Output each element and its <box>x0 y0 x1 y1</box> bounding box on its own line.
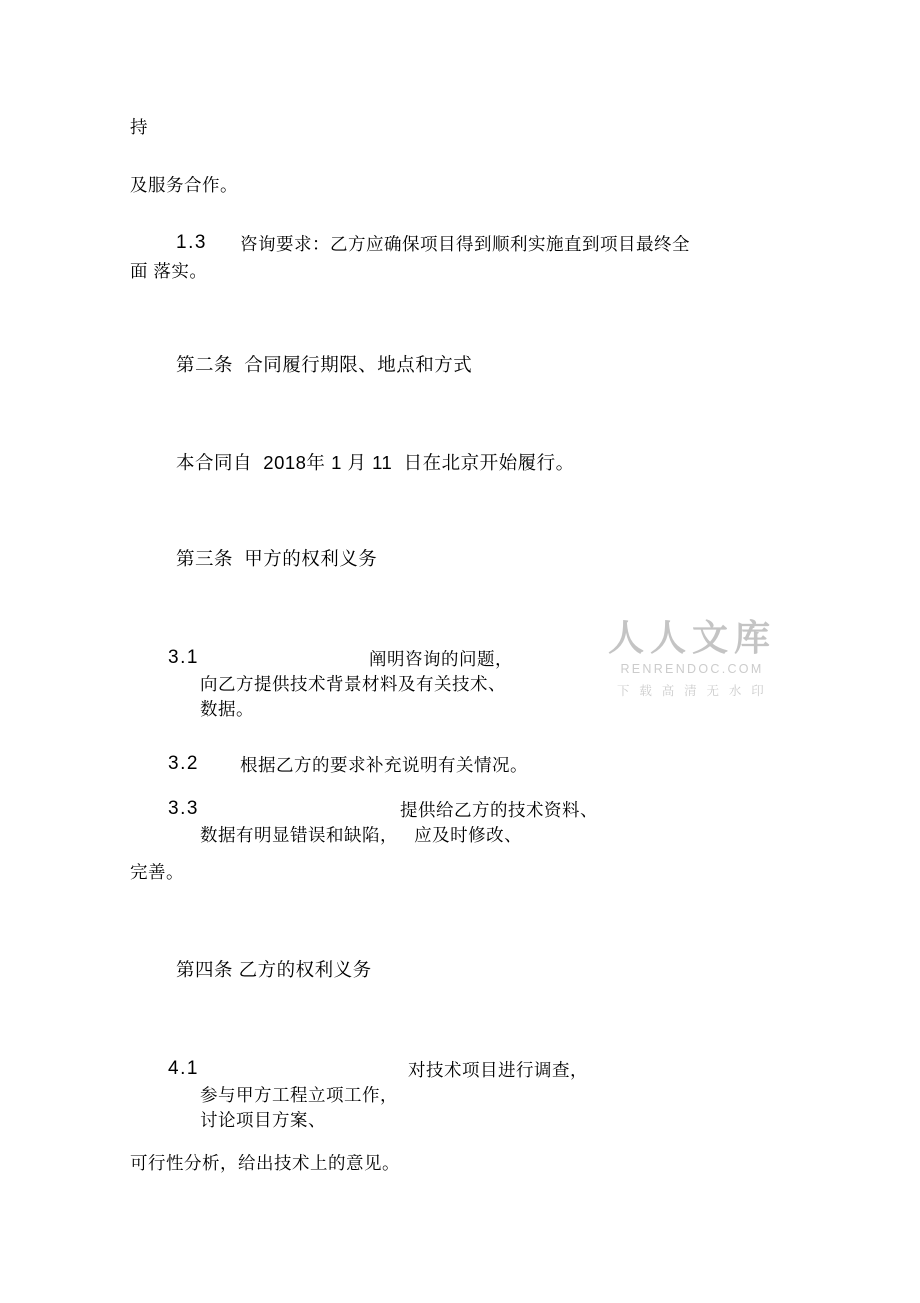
document-line: 提供给乙方的技术资料、 <box>400 800 598 820</box>
section-heading: 第三条 甲方的权利义务 <box>176 548 378 569</box>
watermark-title: 人人文库 <box>607 617 776 658</box>
section-heading: 第二条 合同履行期限、地点和方式 <box>176 354 473 375</box>
document-line: 完善。 <box>130 862 184 882</box>
watermark-tagline: 下 载 高 清 无 水 印 <box>617 683 767 698</box>
document-line: 数据。 <box>200 699 254 719</box>
clause-number: 3.2 <box>168 753 199 774</box>
clause-number: 3.3 <box>168 798 199 819</box>
document-line: 根据乙方的要求补充说明有关情况。 <box>240 755 528 775</box>
clause-number: 4.1 <box>168 1058 199 1079</box>
document-line: 参与甲方工程立项工作， <box>200 1085 398 1105</box>
document-line: 对技术项目进行调查， <box>408 1060 588 1080</box>
section-heading: 第四条 乙方的权利义务 <box>176 959 372 980</box>
clause-number: 3.1 <box>168 647 199 668</box>
document-line: 及服务合作。 <box>130 175 238 195</box>
document-line: 阐明咨询的问题， <box>369 649 513 669</box>
document-line: 向乙方提供技术背景材料及有关技术、 <box>200 674 506 694</box>
watermark <box>592 618 792 699</box>
document-line: 持 <box>130 117 148 137</box>
document-line: 讨论项目方案、 <box>200 1110 326 1130</box>
clause-number: 1.3 <box>176 232 207 253</box>
document-line: 咨询要求：乙方应确保项目得到顺利实施直到项目最终全 <box>240 234 690 254</box>
document-line: 面 落实。 <box>130 261 208 281</box>
document-line: 可行性分析，给出技术上的意见。 <box>130 1153 400 1173</box>
document-line: 本合同自 2018年 1 月 11 日在北京开始履行。 <box>176 452 575 473</box>
watermark-site: RENRENDOC.COM <box>620 661 764 676</box>
document-line: 数据有明显错误和缺陷， 应及时修改、 <box>200 825 523 845</box>
